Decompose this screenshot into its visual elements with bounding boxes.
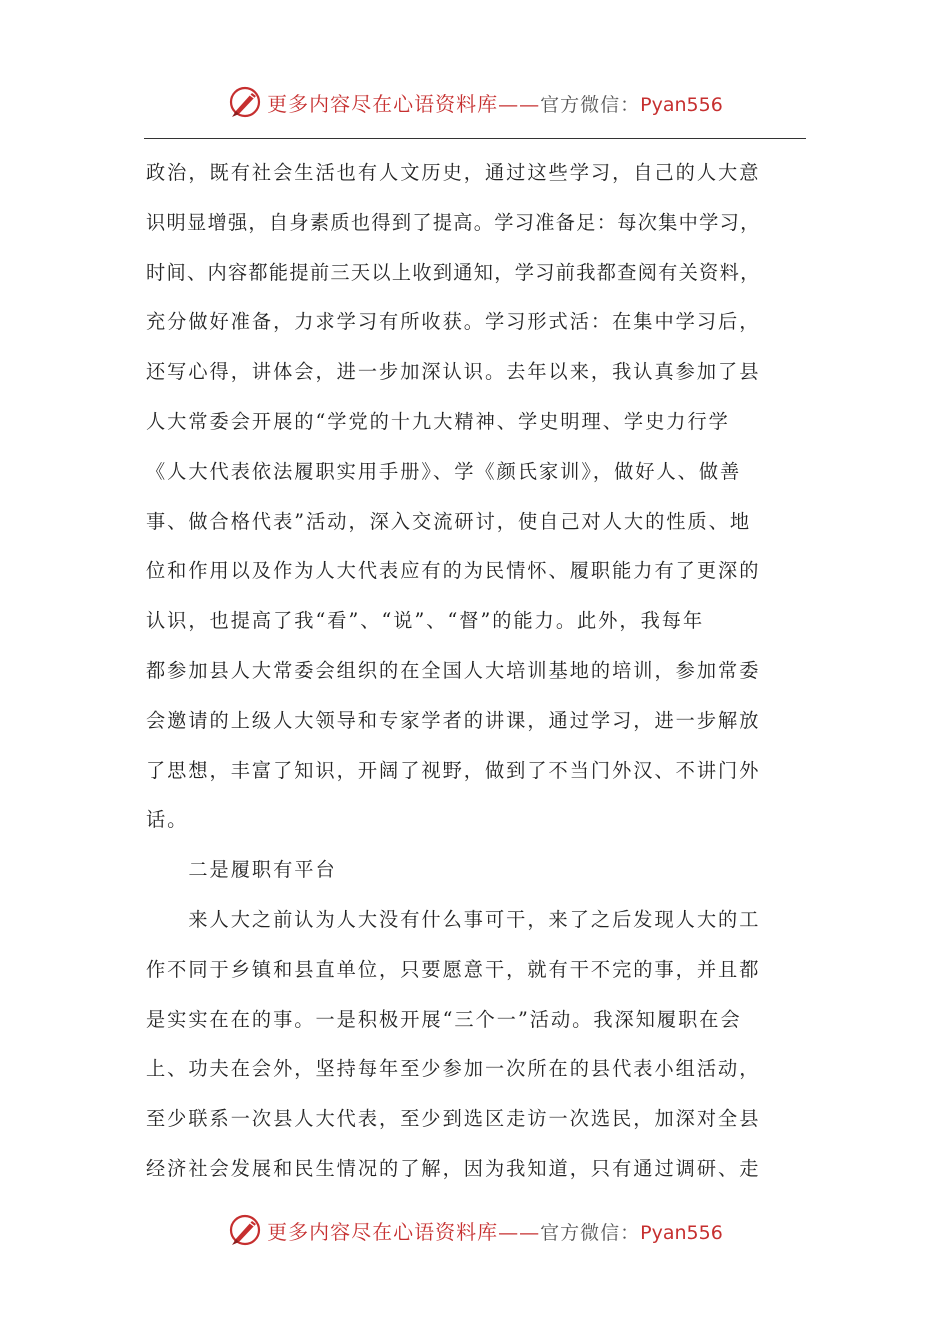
header-banner: [0, 82, 950, 122]
text-line: 人大常委会开展的“学党的十九大精神、学史明理、学史力行学: [146, 409, 730, 433]
footer-brand: 更多内容尽在心语资料库: [267, 1219, 499, 1244]
text-line: 识明显增强，自身素质也得到了提高。学习准备足：每次集中学习，: [146, 210, 761, 234]
text-line: 还写心得，讲体会，进一步加深认识。去年以来，我认真参加了县: [146, 360, 761, 384]
footer-banner-content: [227, 1212, 723, 1248]
text-line: 时间、内容都能提前三天以上收到通知，学习前我都查阅有关资料，: [146, 260, 761, 284]
header-banner-content: [227, 84, 723, 120]
text-line: 事、做合格代表”活动，深入交流研讨，使自己对人大的性质、地: [146, 509, 752, 533]
header-divider: [144, 138, 806, 139]
text-line: 位和作用以及作为人大代表应有的为民情怀、履职能力有了更深的: [146, 559, 761, 583]
text-line: 《人大代表依法履职实用手册》、学《颜氏家训》，做好人、做善: [146, 459, 742, 483]
text-line: 充分做好准备，力求学习有所收获。学习形式活：在集中学习后，: [146, 310, 761, 334]
footer-dash: ——: [498, 1219, 541, 1244]
text-line: 话。: [146, 808, 189, 832]
text-line: 作不同于乡镇和县直单位，只要愿意干，就有干不完的事，并且都: [146, 957, 761, 981]
header-brand: 更多内容尽在心语资料库: [267, 91, 499, 116]
footer-banner-text: [267, 1216, 723, 1245]
footer-wechat-id: Pyan556: [640, 1221, 723, 1244]
text-line: 上、功夫在会外，坚持每年至少参加一次所在的县代表小组活动，: [146, 1057, 761, 1081]
footer-banner: [0, 1210, 950, 1250]
header-wechat-label: 官方微信：: [540, 93, 641, 116]
text-line: 会邀请的上级人大领导和专家学者的讲课，通过学习，进一步解放: [146, 708, 761, 732]
pen-logo-icon: [227, 1212, 263, 1248]
text-line: 认识，也提高了我“看”、“说”、“督”的能力。此外，我每年: [146, 609, 705, 633]
text-line: 来人大之前认为人大没有什么事可干，来了之后发现人大的工: [146, 907, 761, 931]
pen-logo-icon: [227, 84, 263, 120]
text-line: 是实实在在的事。一是积极开展“三个一”活动。我深知履职在会: [146, 1007, 742, 1031]
text-line: 政治，既有社会生活也有人文历史，通过这些学习，自己的人大意: [146, 161, 761, 184]
section-heading: 二是履职有平台: [146, 858, 337, 882]
text-line: 都参加县人大常委会组织的在全国人大培训基地的培训，参加常委: [146, 658, 761, 682]
header-banner-text: [267, 88, 723, 117]
body-text: [146, 148, 808, 1194]
text-line: 了思想，丰富了知识，开阔了视野，做到了不当门外汉、不讲门外: [146, 758, 761, 782]
header-dash: ——: [498, 91, 541, 116]
text-line: 经济社会发展和民生情况的了解，因为我知道，只有通过调研、走: [146, 1156, 761, 1180]
header-wechat-id: Pyan556: [640, 93, 723, 116]
footer-wechat-label: 官方微信：: [540, 1221, 641, 1244]
text-line: 至少联系一次县人大代表，至少到选区走访一次选民，加深对全县: [146, 1107, 761, 1131]
